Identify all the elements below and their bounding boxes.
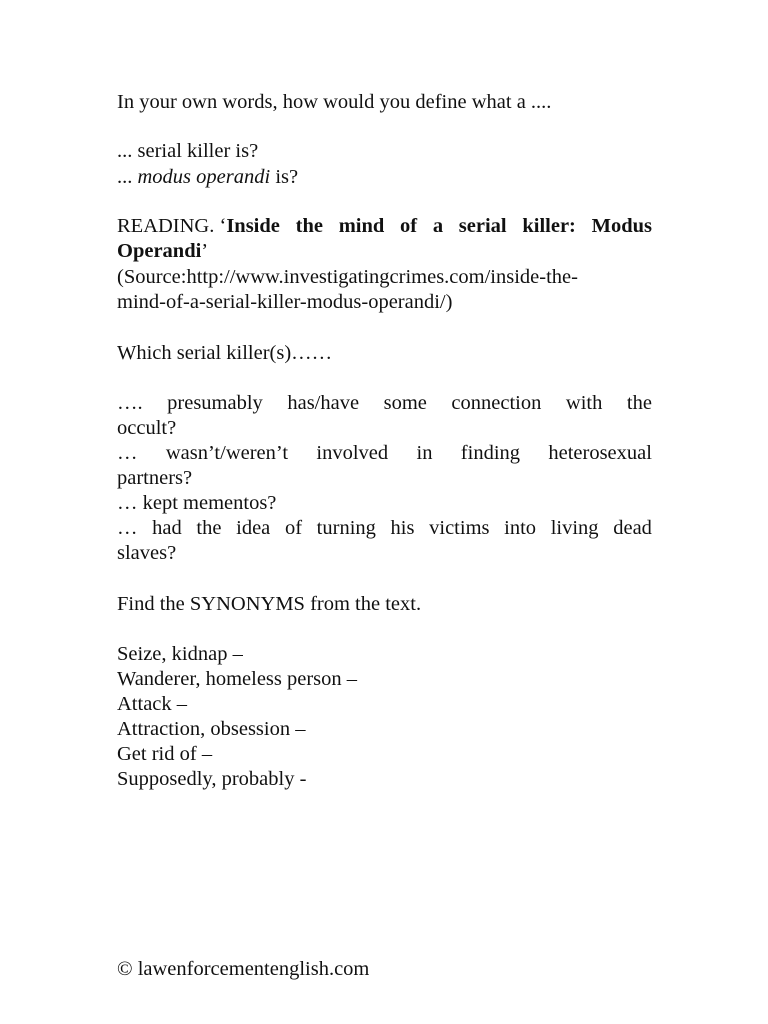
- modus-term: modus operandi: [137, 166, 271, 188]
- question-slaves-line-2: slaves?: [117, 542, 177, 564]
- synonym-item: Wanderer, homeless person –: [117, 668, 358, 690]
- modus-prefix: ...: [117, 166, 138, 188]
- serial-killer-prompt: ... serial killer is?: [117, 140, 259, 162]
- intro-question: In your own words, how would you define what a ....: [117, 91, 552, 113]
- synonym-item: Seize, kidnap –: [117, 643, 243, 665]
- question-occult-line-1: …. presumably has/have some connection with the: [117, 392, 652, 414]
- question-partners-line-2: partners?: [117, 467, 193, 489]
- modus-operandi-prompt: [117, 165, 652, 190]
- reading-source-line-2: mind-of-a-serial-killer-modus-operandi/): [117, 291, 453, 313]
- reading-title-line-2: Operandi’: [117, 240, 209, 262]
- synonym-item: Supposedly, probably -: [117, 768, 307, 790]
- question-partners-line-1: … wasn’t/weren’t involved in finding heterosexual: [117, 442, 652, 464]
- synonym-item: Attraction, obsession –: [117, 718, 306, 740]
- questions-heading: Which serial killer(s)……: [117, 342, 333, 364]
- reading-source-line-1: (Source:http://www.investigatingcrimes.com/inside-the-: [117, 266, 578, 288]
- synonym-item: Get rid of –: [117, 743, 213, 765]
- reading-title-words: Inside the mind of a serial killer: Modus: [226, 215, 652, 237]
- reading-title-line-1: [117, 214, 652, 239]
- question-mementos: … kept mementos?: [117, 492, 277, 514]
- footer-copyright: © lawenforcementenglish.com: [117, 958, 370, 980]
- document-page: [117, 0, 652, 1024]
- synonym-item: Attack –: [117, 693, 188, 715]
- question-slaves-line-1: … had the idea of turning his victims into living dead: [117, 517, 652, 539]
- synonyms-heading: Find the SYNONYMS from the text.: [117, 593, 422, 615]
- modus-suffix: is?: [270, 166, 299, 188]
- question-occult-line-2: occult?: [117, 417, 177, 439]
- reading-label: READING. ‘: [117, 215, 227, 237]
